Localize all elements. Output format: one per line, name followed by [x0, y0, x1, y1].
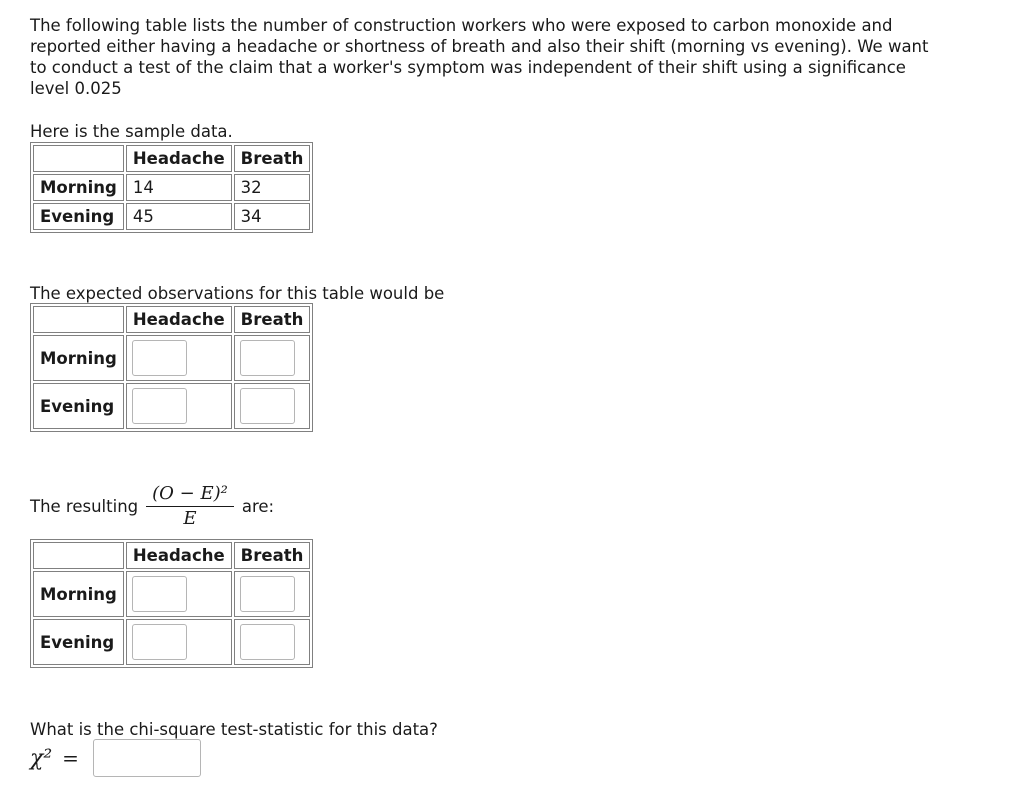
- column-header-breath: Breath: [234, 145, 311, 172]
- resulting-evening-headache-input[interactable]: [132, 624, 187, 660]
- corner-cell: [33, 306, 124, 333]
- table-header-row: [33, 542, 310, 569]
- expected-label: The expected observations for this table would be: [30, 284, 445, 303]
- table-row: [33, 335, 310, 381]
- cell-morning-headache: [126, 335, 232, 381]
- table-row: [33, 619, 310, 665]
- sample-data-label: Here is the sample data.: [30, 122, 233, 141]
- expected-evening-breath-input[interactable]: [240, 388, 295, 424]
- row-header-morning: Morning: [33, 174, 124, 201]
- table-row: [33, 383, 310, 429]
- expected-table: [30, 303, 313, 432]
- cell-evening-breath: [234, 383, 311, 429]
- table-row: [33, 203, 310, 230]
- row-header-morning: Morning: [33, 571, 124, 617]
- resulting-morning-headache-input[interactable]: [132, 576, 187, 612]
- table-row: [33, 571, 310, 617]
- table-row: [33, 174, 310, 201]
- cell-evening-breath: [234, 619, 311, 665]
- sample-data-table: [30, 142, 313, 233]
- cell-morning-headache: 14: [126, 174, 232, 201]
- chi-square-question: What is the chi-square test-statistic for this data?: [30, 720, 438, 739]
- cell-evening-headache: [126, 619, 232, 665]
- row-header-morning: Morning: [33, 335, 124, 381]
- chi-square-symbol: χ²: [30, 745, 53, 771]
- resulting-table: [30, 539, 313, 668]
- resulting-label: [30, 483, 274, 529]
- expected-evening-headache-input[interactable]: [132, 388, 187, 424]
- cell-morning-breath: 32: [234, 174, 311, 201]
- fraction-denominator: E: [183, 508, 197, 529]
- fraction-numerator: (O − E)²: [146, 483, 234, 507]
- resulting-prefix: The resulting: [30, 496, 139, 516]
- expected-morning-breath-input[interactable]: [240, 340, 295, 376]
- table-header-row: [33, 306, 310, 333]
- resulting-suffix: are:: [241, 496, 275, 516]
- chi-square-answer-row: [30, 739, 201, 777]
- row-header-evening: Evening: [33, 203, 124, 230]
- cell-morning-breath: [234, 571, 311, 617]
- column-header-headache: Headache: [126, 145, 232, 172]
- corner-cell: [33, 145, 124, 172]
- table-header-row: [33, 145, 310, 172]
- row-header-evening: Evening: [33, 619, 124, 665]
- resulting-morning-breath-input[interactable]: [240, 576, 295, 612]
- corner-cell: [33, 542, 124, 569]
- column-header-headache: Headache: [126, 542, 232, 569]
- column-header-breath: Breath: [234, 542, 311, 569]
- chi-square-input[interactable]: [93, 739, 201, 777]
- problem-statement: The following table lists the number of construction workers who were exposed to carbon monoxide and reported either having a headache or shortness of breath and also their shift (morning vs evening). We want to conduct a test of the claim that a worker's symptom was independent of their shift using a significance level 0.025: [30, 16, 929, 98]
- equals-sign: =: [62, 746, 79, 770]
- row-header-evening: Evening: [33, 383, 124, 429]
- cell-morning-headache: [126, 571, 232, 617]
- column-header-headache: Headache: [126, 306, 232, 333]
- expected-morning-headache-input[interactable]: [132, 340, 187, 376]
- cell-evening-breath: 34: [234, 203, 311, 230]
- column-header-breath: Breath: [234, 306, 311, 333]
- chi-square-term-fraction: [146, 483, 234, 529]
- cell-evening-headache: 45: [126, 203, 232, 230]
- resulting-evening-breath-input[interactable]: [240, 624, 295, 660]
- cell-evening-headache: [126, 383, 232, 429]
- cell-morning-breath: [234, 335, 311, 381]
